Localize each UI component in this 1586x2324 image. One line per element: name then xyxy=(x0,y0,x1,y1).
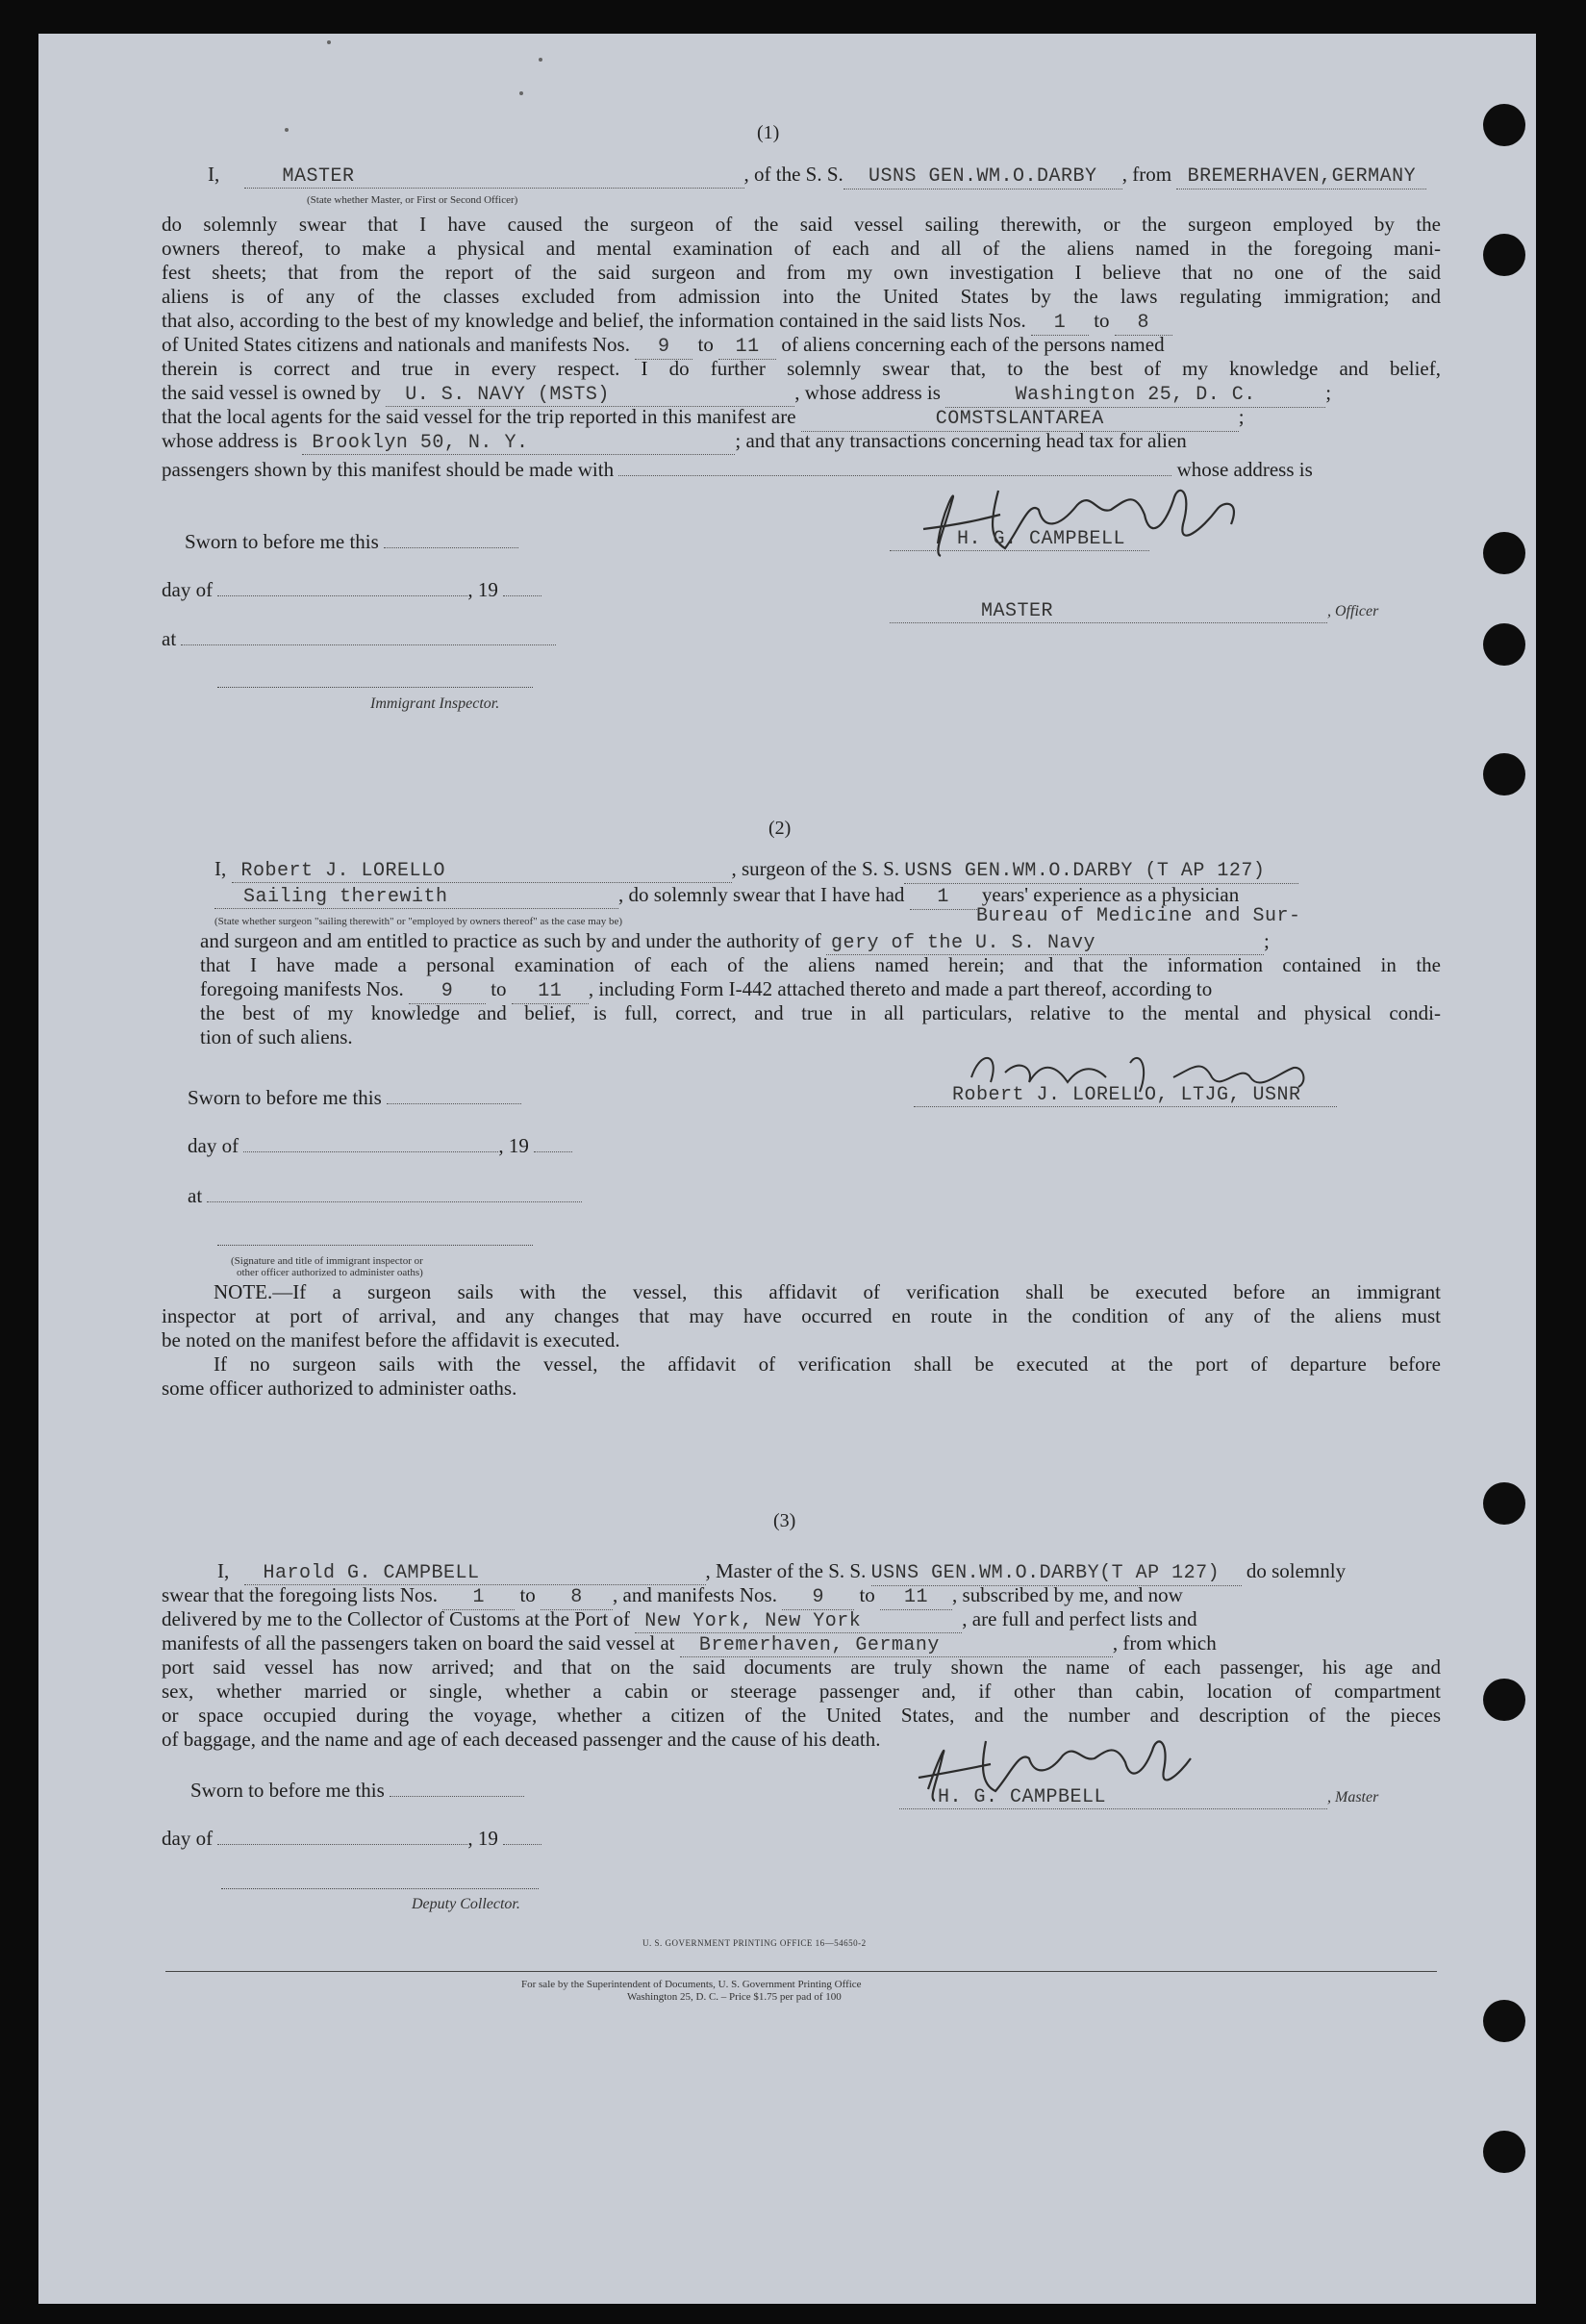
note-5: some officer authorized to administer oaths. xyxy=(162,1377,517,1400)
s2-line-5: foregoing manifests Nos. 9 to 11 , including Form I-442 attached thereto and made a part thereof, according to xyxy=(200,977,1213,1002)
s1-line-1: I, MASTER , of the S. S. USNS GEN.WM.O.DARBY , from BREMERHAVEN,GERMANY xyxy=(208,162,1426,189)
owner-address-field: Washington 25, D. C. xyxy=(945,384,1325,408)
sale-notice-1: For sale by the Superintendent of Documents, U. S. Government Printing Office xyxy=(521,1979,862,1990)
section-3-number: (3) xyxy=(773,1510,796,1531)
sailing-field: Sailing therewith xyxy=(214,886,618,909)
signature-campbell-1 xyxy=(885,471,1289,568)
punch-hole xyxy=(1483,2000,1525,2042)
s2-line-7: tion of such aliens. xyxy=(200,1025,353,1048)
s1-at: at xyxy=(162,621,556,651)
s2-line-2: Sailing therewith , do solemnly swear that I have had 1 years' experience as a physician xyxy=(214,882,1239,910)
officer-signature-rule xyxy=(217,1245,533,1246)
speck xyxy=(519,91,523,95)
s1-body-9: that the local agents for the said vessel for the trip reported in this manifest are COMSTSLANTAREA ; xyxy=(162,405,1245,430)
sale-notice-2: Washington 25, D. C. – Price $1.75 per pad of 100 xyxy=(627,1991,842,2003)
s3-line-2: swear that the foregoing lists Nos. 1 to 8 , and manifests Nos. 9 to 11 , subscribed by me, and now xyxy=(162,1583,1183,1608)
s3-line-7: or space occupied during the voyage, whether a citizen of the United States, and the number and description of the pieces xyxy=(162,1704,1441,1727)
speck xyxy=(285,128,289,132)
section-2-number: (2) xyxy=(768,818,792,839)
s2-signature-line: Robert J. LORELLO, LTJG, USNR xyxy=(914,1080,1337,1107)
footer-rule xyxy=(165,1971,1437,1972)
s1-body-3: fest sheets; that from the report of the said surgeon and from my own investigation I believe that no one of the said xyxy=(162,261,1441,284)
s3-signature-line: H. G. CAMPBELL , Master xyxy=(899,1782,1378,1810)
punch-hole xyxy=(1483,623,1525,666)
bureau-line-1: Bureau of Medicine and Sur- xyxy=(976,905,1301,927)
punch-hole xyxy=(1483,532,1525,574)
boarding-port-field: Bremerhaven, Germany xyxy=(680,1634,1113,1657)
agents-address-field: Brooklyn 50, N. Y. xyxy=(302,432,735,455)
master-ship-field: USNS GEN.WM.O.DARBY(T AP 127) xyxy=(871,1562,1242,1586)
s3-sworn: Sworn to before me this xyxy=(190,1773,524,1803)
section-1-number: (1) xyxy=(757,122,780,143)
s3-line-5: port said vessel has now arrived; and that on the said documents are truly shown the name of each passenger, his age and xyxy=(162,1655,1441,1679)
s3-day-of: day of , 19 xyxy=(162,1821,541,1851)
s1-signature-line: H. G. CAMPBELL xyxy=(890,524,1149,551)
punch-hole xyxy=(1483,753,1525,796)
s2-line-4: that I have made a personal examination of each of the aliens named herein; and that the information contained in the xyxy=(200,953,1441,976)
owner-field: U. S. NAVY (MSTS) xyxy=(386,384,794,407)
s1-body-7: therein is correct and true in every respect. I do further solemnly swear that, to the best of my knowledge and belief, xyxy=(162,357,1441,380)
immigrant-inspector-label: Immigrant Inspector. xyxy=(370,695,500,712)
s1-body-5: that also, according to the best of my knowledge and belief, the information contained in the said lists Nos. 1 to 8 xyxy=(162,308,1172,336)
s1-body-6: of United States citizens and nationals and manifests Nos. 9 to 11 of aliens concerning each of the persons named xyxy=(162,333,1165,358)
authority-field: gery of the U. S. Navy xyxy=(826,932,1264,955)
s1-body-1: do solemnly swear that I have caused the surgeon of the said vessel sailing therewith, or the surgeon employed by the xyxy=(162,213,1441,236)
s1-body-10: whose address is Brooklyn 50, N. Y. ; and that any transactions concerning head tax for alien xyxy=(162,429,1187,454)
punch-hole xyxy=(1483,234,1525,276)
s2-line-3: and surgeon and am entitled to practice as such by and under the authority of gery of the U. S. Navy ; xyxy=(200,929,1270,954)
s1-body-2: owners thereof, to make a physical and mental examination of each and all of the aliens named in the foregoing mani- xyxy=(162,237,1441,260)
s2-line-1: I, Robert J. LORELLO , surgeon of the S. S. USNS GEN.WM.O.DARBY (T AP 127) xyxy=(214,856,1298,884)
speck xyxy=(539,58,542,62)
inspector-signature-rule xyxy=(217,687,533,688)
sailing-caption: (State whether surgeon "sailing therewith" or "employed by owners thereof" as the case may be) xyxy=(214,916,623,927)
s3-line-8: of baggage, and the name and age of each deceased passenger and the cause of his death. xyxy=(162,1728,881,1751)
s3-line-1: I, Harold G. CAMPBELL , Master of the S. S. USNS GEN.WM.O.DARBY(T AP 127) do solemnly xyxy=(217,1559,1347,1584)
s3-line-6: sex, whether married or single, whether a cabin or steerage passenger and, if other than cabin, location of compartment xyxy=(162,1680,1441,1703)
document-page xyxy=(38,34,1536,2304)
arrival-port-field: New York, New York xyxy=(635,1610,962,1633)
s1-day-of: day of , 19 xyxy=(162,572,541,602)
years-field: 1 xyxy=(910,886,977,910)
ship-name-field: USNS GEN.WM.O.DARBY xyxy=(843,165,1122,189)
rank-caption: (State whether Master, or First or Second Officer) xyxy=(307,194,518,206)
punch-hole xyxy=(1483,1482,1525,1525)
punch-hole xyxy=(1483,1679,1525,1721)
rank-field: MASTER xyxy=(244,165,744,189)
collector-signature-rule xyxy=(221,1888,539,1889)
s1-body-8: the said vessel is owned by U. S. NAVY (MSTS) , whose address is Washington 25, D. C. ; xyxy=(162,381,1332,406)
agents-field: COMSTSLANTAREA xyxy=(801,408,1239,432)
s1-body-11: passengers shown by this manifest should be made with whose address is xyxy=(162,452,1313,482)
s2-day-of: day of , 19 xyxy=(188,1128,572,1158)
punch-hole xyxy=(1483,2131,1525,2173)
s1-officer-line: MASTER , Officer xyxy=(890,596,1378,624)
surgeon-ship-field: USNS GEN.WM.O.DARBY (T AP 127) xyxy=(904,860,1298,884)
s1-body-4: aliens is of any of the classes excluded from admission into the United States by the laws regulating immigration; and xyxy=(162,285,1441,308)
s1-sworn: Sworn to before me this xyxy=(185,524,518,554)
gpo-imprint: U. S. GOVERNMENT PRINTING OFFICE 16—54650-2 xyxy=(642,1938,867,1948)
s2-line-6: the best of my knowledge and belief, is full, correct, and true in all particulars, relative to the mental and physical condi- xyxy=(200,1001,1441,1024)
departure-port-field: BREMERHAVEN,GERMANY xyxy=(1176,165,1426,189)
s3-line-4: manifests of all the passengers taken on board the said vessel at Bremerhaven, Germany , from which xyxy=(162,1631,1217,1656)
speck xyxy=(327,40,331,44)
s3-line-3: delivered by me to the Collector of Customs at the Port of New York, New York , are full and perfect lists and xyxy=(162,1607,1197,1632)
officer-caption-2: other officer authorized to administer oaths) xyxy=(237,1267,423,1278)
s2-sworn: Sworn to before me this xyxy=(188,1080,521,1110)
officer-caption-1: (Signature and title of immigrant inspector or xyxy=(231,1255,423,1267)
master-name-field: Harold G. CAMPBELL xyxy=(244,1562,706,1585)
note-4: If no surgeon sails with the vessel, the affidavit of verification shall be executed at the port of departure before xyxy=(214,1352,1441,1376)
deputy-collector-label: Deputy Collector. xyxy=(412,1896,520,1912)
surgeon-name-field: Robert J. LORELLO xyxy=(232,860,732,883)
s2-at: at xyxy=(188,1178,582,1208)
note-2: inspector at port of arrival, and any changes that may have occurred en route in the condition of any of the aliens must xyxy=(162,1304,1441,1327)
note-3: be noted on the manifest before the affidavit is executed. xyxy=(162,1328,620,1351)
punch-hole xyxy=(1483,104,1525,146)
note-1: NOTE.—If a surgeon sails with the vessel, this affidavit of verification shall be executed before an immigrant xyxy=(214,1280,1441,1303)
